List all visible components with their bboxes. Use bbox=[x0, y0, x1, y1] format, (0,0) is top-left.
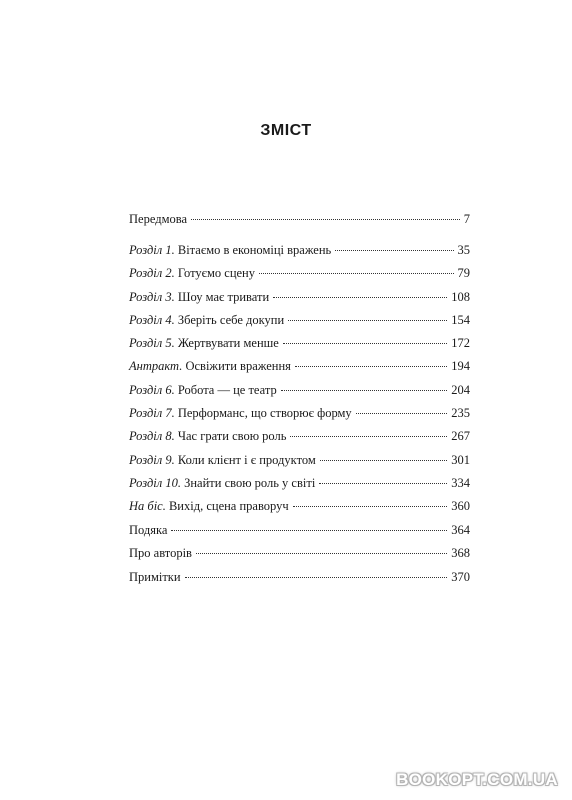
toc-page-number: 235 bbox=[451, 406, 470, 421]
toc-leader-dots bbox=[293, 506, 448, 507]
toc-entry-title bbox=[129, 566, 183, 589]
toc-leader-dots bbox=[288, 320, 447, 321]
toc-entry-title bbox=[129, 355, 293, 378]
toc-entry-title bbox=[129, 286, 271, 309]
toc-entry bbox=[129, 239, 470, 262]
toc-entry bbox=[129, 472, 470, 495]
toc-entry-text: Перформанс, що створює форму bbox=[174, 406, 352, 421]
toc-entry-title bbox=[129, 208, 189, 231]
toc-page-number: 194 bbox=[451, 359, 470, 374]
toc-entry-prefix: Розділ 4. bbox=[129, 312, 175, 327]
toc-page-number: 360 bbox=[451, 499, 470, 514]
toc-entry bbox=[129, 262, 470, 285]
toc-entry-text: Робота — це театр bbox=[174, 382, 277, 397]
toc-entry bbox=[129, 449, 470, 472]
toc-entry bbox=[129, 402, 470, 425]
toc-leader-dots bbox=[281, 390, 448, 391]
toc-page-number: 368 bbox=[451, 546, 470, 561]
toc-entry bbox=[129, 286, 470, 309]
toc-entry-text: Примітки bbox=[129, 569, 181, 584]
toc-entry-text: Зберіть себе докупи bbox=[174, 312, 285, 327]
toc-leader-dots bbox=[320, 460, 447, 461]
toc-page-number: 334 bbox=[451, 475, 470, 490]
toc-entry-prefix: Антракт. bbox=[129, 359, 183, 374]
toc-entry bbox=[129, 355, 470, 378]
toc-entry-text: Коли клієнт і є продуктом bbox=[174, 452, 316, 467]
toc-entry-text: Подяка bbox=[129, 523, 168, 537]
toc-leader-dots bbox=[295, 366, 447, 367]
toc-entry bbox=[129, 309, 470, 332]
toc-leader-dots bbox=[273, 297, 447, 298]
toc-group-front bbox=[129, 208, 470, 231]
toc-entry-title bbox=[129, 425, 288, 448]
toc-entry-prefix: Розділ 2. bbox=[129, 266, 175, 281]
toc-page-number: 154 bbox=[451, 312, 470, 327]
toc-leader-dots bbox=[185, 577, 448, 578]
toc-entry bbox=[129, 519, 470, 542]
toc-entry bbox=[129, 495, 470, 518]
toc-leader-dots bbox=[171, 530, 447, 531]
toc-page-number: 370 bbox=[451, 569, 470, 584]
watermark-logo: BOOKOPT.COM.UA bbox=[396, 770, 558, 789]
toc-entry-text: Готуємо сцену bbox=[174, 266, 255, 281]
toc-entry bbox=[129, 542, 470, 565]
toc-entry-title bbox=[129, 262, 257, 285]
toc-entry-text: Час грати свою роль bbox=[174, 429, 287, 444]
page-title: ЗМІСТ bbox=[260, 122, 312, 139]
toc-page-number: 7 bbox=[463, 212, 470, 226]
toc-entry-title bbox=[129, 332, 281, 355]
toc-entry-text: Передмова bbox=[129, 212, 188, 226]
toc-leader-dots bbox=[335, 250, 453, 251]
toc-leader-dots bbox=[259, 273, 454, 274]
toc-entry-prefix: Розділ 10. bbox=[129, 475, 181, 490]
toc-entry-title bbox=[129, 542, 194, 565]
toc-entry-title bbox=[129, 309, 286, 332]
toc-entry-prefix: На біс. bbox=[129, 499, 166, 514]
toc-page-number: 301 bbox=[451, 452, 470, 467]
toc-entry-text: Вітаємо в економіці вражень bbox=[174, 243, 332, 257]
toc-leader-dots bbox=[290, 436, 447, 437]
toc-page-number: 108 bbox=[451, 289, 470, 304]
toc-page-number: 364 bbox=[451, 523, 470, 537]
toc-page-number: 204 bbox=[451, 382, 470, 397]
toc-entry-text: Освіжити враження bbox=[182, 359, 291, 374]
toc-entry-text: Шоу має тривати bbox=[174, 289, 270, 304]
toc-entry-prefix: Розділ 8. bbox=[129, 429, 175, 444]
toc-entry-title bbox=[129, 472, 317, 495]
toc-page-number: 172 bbox=[451, 336, 470, 351]
toc-entry-text: Жертвувати менше bbox=[174, 336, 279, 351]
toc-leader-dots bbox=[196, 553, 447, 554]
toc-page-number: 79 bbox=[457, 266, 470, 281]
toc-leader-dots bbox=[191, 219, 460, 220]
toc-entry-text: Знайти свою роль у світі bbox=[180, 475, 316, 490]
toc-entry bbox=[129, 379, 470, 402]
toc-entry-title bbox=[129, 379, 279, 402]
toc-group-back bbox=[129, 519, 470, 589]
toc-entry-prefix: Розділ 1. bbox=[129, 243, 175, 257]
toc-entry bbox=[129, 425, 470, 448]
toc-entry-title bbox=[129, 449, 318, 472]
toc-entry-prefix: Розділ 5. bbox=[129, 336, 175, 351]
toc-entry-prefix: Розділ 7. bbox=[129, 406, 175, 421]
toc-entry-title bbox=[129, 495, 291, 518]
toc-entry-title bbox=[129, 402, 354, 425]
toc-entry-title bbox=[129, 239, 333, 262]
toc-entry bbox=[129, 566, 470, 589]
toc-entry bbox=[129, 332, 470, 355]
toc-leader-dots bbox=[283, 343, 447, 344]
toc-entry-text: Вихід, сцена праворуч bbox=[165, 499, 289, 514]
toc-entry-title bbox=[129, 519, 169, 542]
toc-page-number: 267 bbox=[451, 429, 470, 444]
toc-page-number: 35 bbox=[457, 243, 470, 257]
toc-entry-prefix: Розділ 9. bbox=[129, 452, 175, 467]
toc-group-chapters bbox=[129, 239, 470, 519]
toc-entry-prefix: Розділ 3. bbox=[129, 289, 175, 304]
toc-leader-dots bbox=[319, 483, 447, 484]
toc-entry-prefix: Розділ 6. bbox=[129, 382, 175, 397]
toc-entry-text: Про авторів bbox=[129, 546, 192, 561]
toc-leader-dots bbox=[356, 413, 448, 414]
toc-entry bbox=[129, 208, 470, 231]
